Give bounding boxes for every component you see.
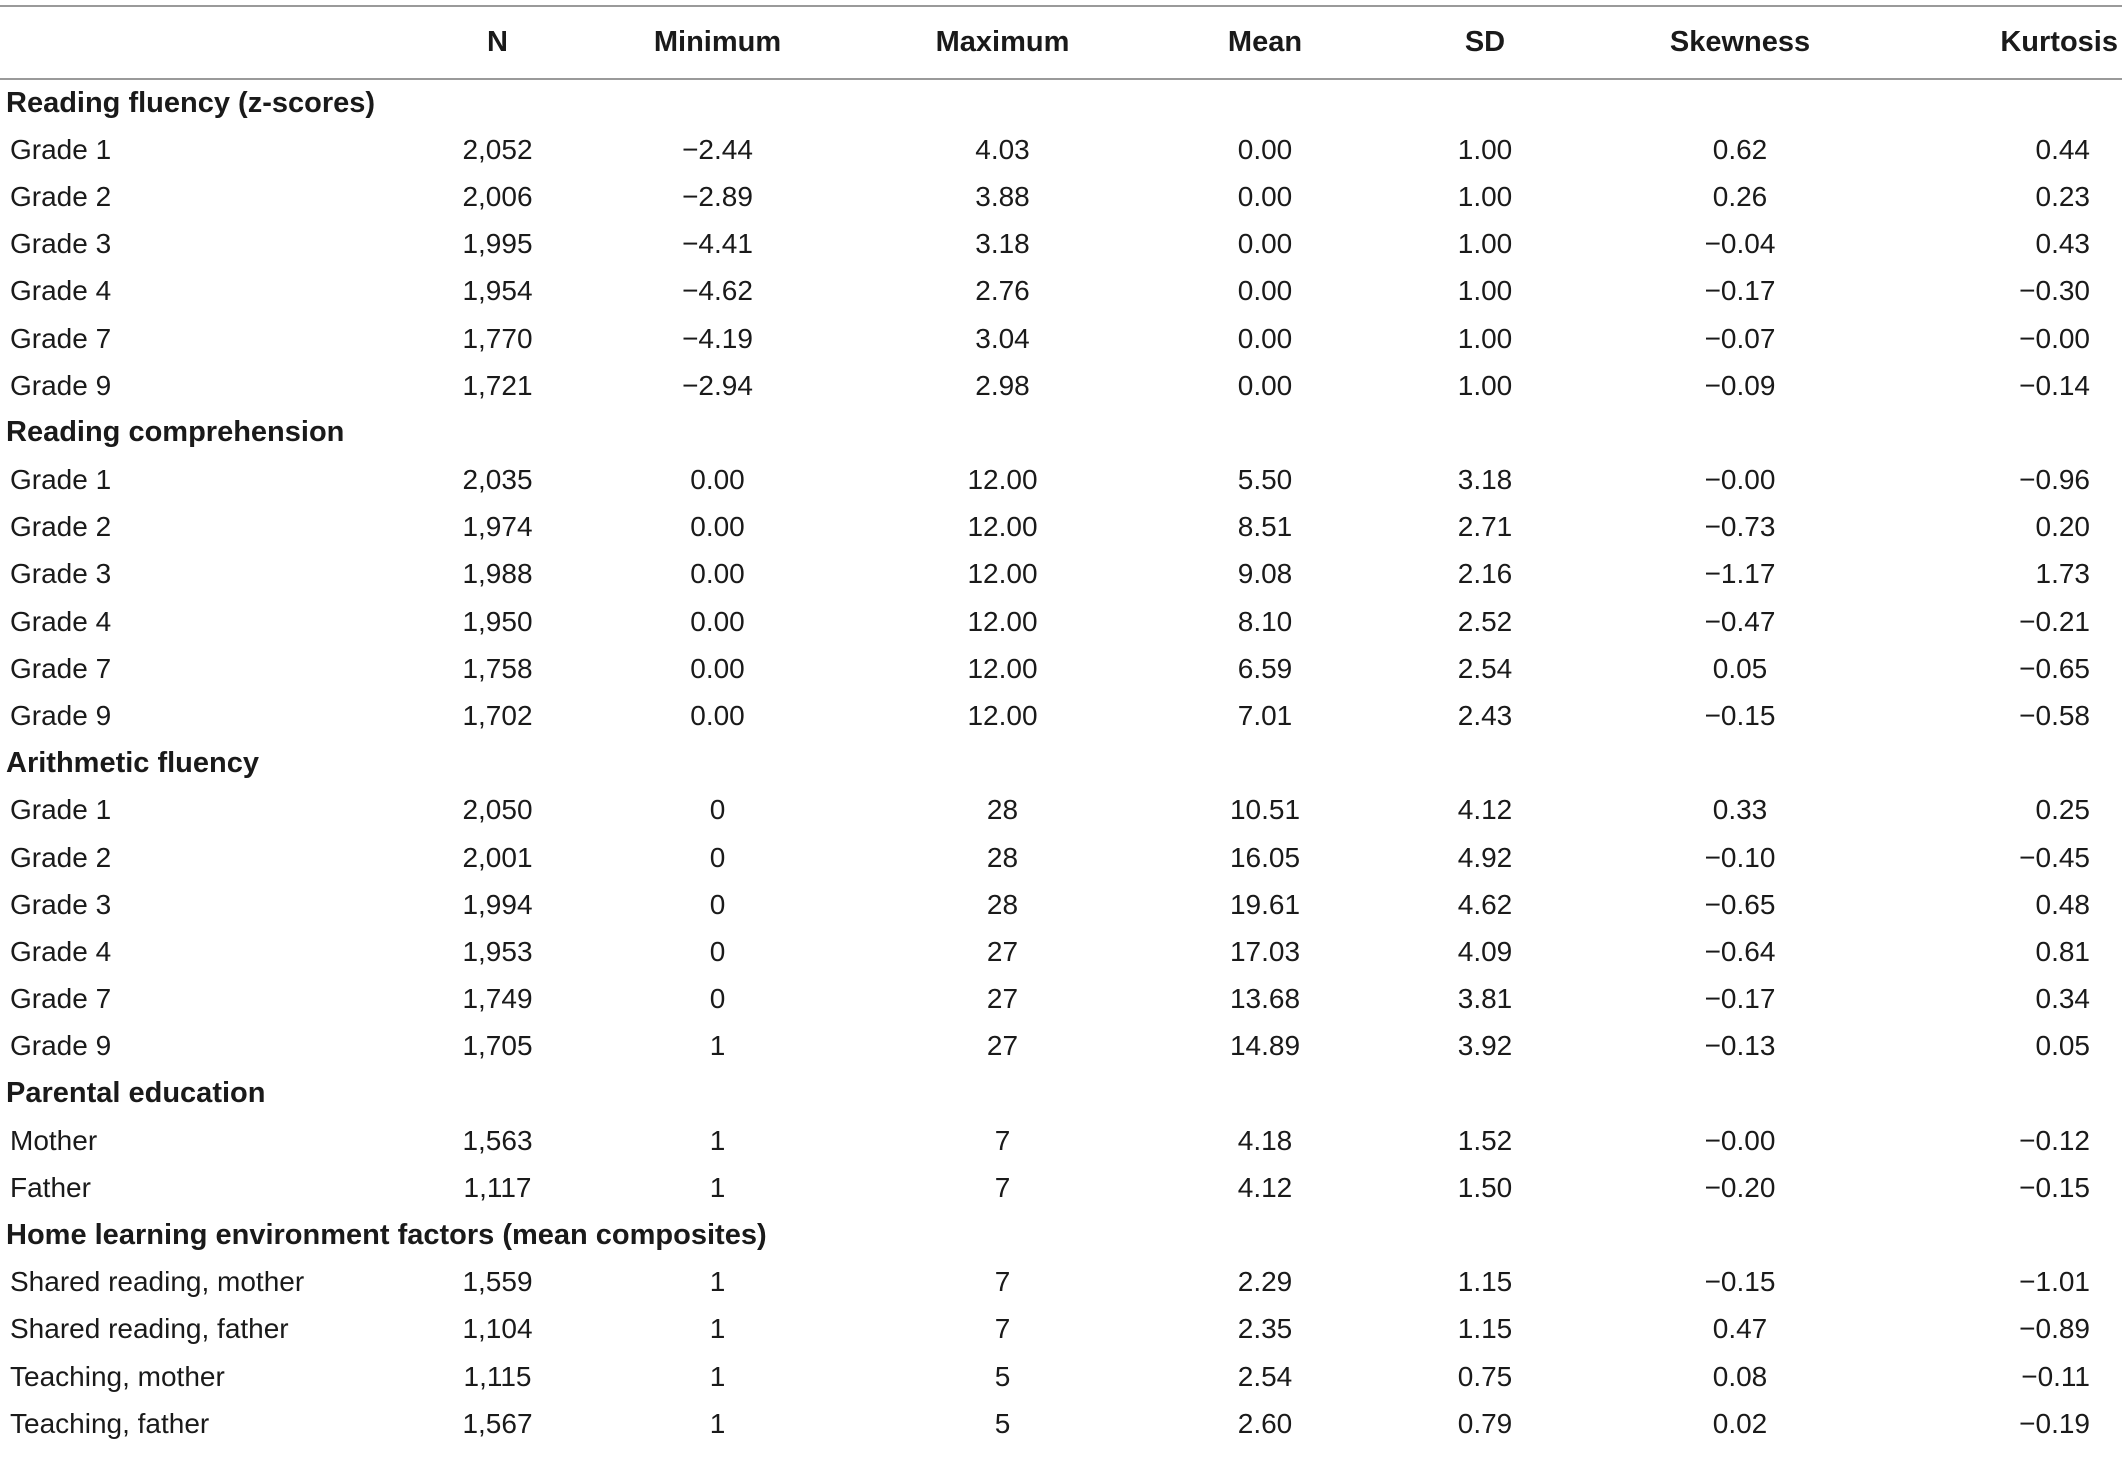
section-header-row xyxy=(0,740,2122,787)
cell-minimum: −4.19 xyxy=(682,322,753,354)
cell-mean: 4.18 xyxy=(1237,1124,1293,1156)
row-label: Teaching, father xyxy=(10,1407,210,1439)
cell-kurtosis: 0.23 xyxy=(2035,180,2090,212)
cell-minimum: 1 xyxy=(709,1313,726,1345)
cell-mean: 2.60 xyxy=(1237,1407,1293,1439)
cell-minimum: −4.62 xyxy=(682,275,753,307)
row-label: Shared reading, father xyxy=(10,1313,289,1345)
section-header-row xyxy=(0,79,2122,126)
cell-skewness: −0.09 xyxy=(1704,369,1776,401)
section-title: Reading fluency (z-scores) xyxy=(6,86,376,119)
cell-n: 1,559 xyxy=(462,1266,533,1298)
row-label: Grade 3 xyxy=(10,228,112,260)
cell-skewness: −0.64 xyxy=(1704,935,1776,967)
row-label: Grade 9 xyxy=(10,369,112,401)
cell-minimum: −4.41 xyxy=(682,228,753,260)
cell-kurtosis: 0.48 xyxy=(2035,888,2090,920)
cell-kurtosis: 1.73 xyxy=(2035,558,2090,590)
cell-skewness: −0.20 xyxy=(1704,1171,1776,1203)
row-label: Grade 3 xyxy=(10,558,112,590)
cell-mean: 2.29 xyxy=(1237,1266,1293,1298)
table-row xyxy=(0,268,2122,315)
cell-mean: 0.00 xyxy=(1237,228,1293,260)
cell-sd: 4.92 xyxy=(1457,841,1513,873)
cell-sd: 1.50 xyxy=(1457,1171,1513,1203)
cell-skewness: 0.26 xyxy=(1712,180,1768,212)
cell-kurtosis: −0.45 xyxy=(2019,841,2090,873)
cell-n: 2,035 xyxy=(462,464,533,496)
table-row xyxy=(0,1400,2122,1447)
cell-minimum: −2.89 xyxy=(682,180,753,212)
cell-skewness: 0.02 xyxy=(1712,1407,1768,1439)
row-label: Teaching, mother xyxy=(10,1360,225,1392)
cell-kurtosis: 0.44 xyxy=(2035,133,2090,165)
cell-kurtosis: 0.20 xyxy=(2035,511,2090,543)
cell-n: 1,749 xyxy=(462,983,533,1015)
table-row xyxy=(0,881,2122,928)
cell-sd: 4.62 xyxy=(1457,888,1513,920)
cell-n: 1,104 xyxy=(462,1313,533,1345)
cell-maximum: 12.00 xyxy=(967,652,1038,684)
section-header-row xyxy=(0,1212,2122,1259)
cell-n: 1,705 xyxy=(462,1030,533,1062)
cell-mean: 14.89 xyxy=(1229,1030,1301,1062)
cell-sd: 2.52 xyxy=(1457,605,1513,637)
table-body xyxy=(0,79,2122,1447)
table-row xyxy=(0,126,2122,173)
cell-minimum: −2.44 xyxy=(682,133,753,165)
cell-skewness: −1.17 xyxy=(1704,558,1776,590)
cell-sd: 3.92 xyxy=(1457,1030,1513,1062)
cell-maximum: 7 xyxy=(994,1266,1011,1298)
cell-mean: 6.59 xyxy=(1237,652,1293,684)
cell-skewness: −0.10 xyxy=(1704,841,1776,873)
cell-kurtosis: −0.19 xyxy=(2019,1407,2090,1439)
cell-kurtosis: −0.12 xyxy=(2019,1124,2090,1156)
cell-sd: 0.79 xyxy=(1457,1407,1513,1439)
cell-maximum: 3.18 xyxy=(975,228,1030,260)
cell-maximum: 27 xyxy=(986,983,1019,1015)
cell-sd: 0.75 xyxy=(1457,1360,1513,1392)
cell-sd: 2.16 xyxy=(1457,558,1513,590)
cell-skewness: −0.15 xyxy=(1704,700,1776,732)
table-row xyxy=(0,362,2122,409)
cell-sd: 4.12 xyxy=(1457,794,1513,826)
row-label: Grade 1 xyxy=(10,464,112,496)
row-label: Grade 1 xyxy=(10,794,112,826)
cell-maximum: 12.00 xyxy=(967,605,1038,637)
cell-kurtosis: −0.65 xyxy=(2019,652,2090,684)
cell-minimum: 1 xyxy=(709,1030,726,1062)
cell-minimum: 0.00 xyxy=(690,558,745,590)
row-label: Grade 7 xyxy=(10,652,112,684)
cell-n: 1,995 xyxy=(462,228,533,260)
cell-mean: 16.05 xyxy=(1229,841,1301,873)
table-row xyxy=(0,551,2122,598)
cell-maximum: 12.00 xyxy=(967,511,1038,543)
cell-maximum: 27 xyxy=(986,935,1019,967)
descriptive-statistics-table xyxy=(0,5,2122,1447)
cell-n: 1,117 xyxy=(463,1171,532,1203)
cell-skewness: 0.05 xyxy=(1712,652,1768,684)
header-maximum: Maximum xyxy=(860,6,1145,79)
cell-sd: 2.54 xyxy=(1457,652,1513,684)
cell-minimum: 0 xyxy=(709,983,726,1015)
cell-mean: 19.61 xyxy=(1229,888,1301,920)
cell-skewness: −0.13 xyxy=(1704,1030,1776,1062)
section-title: Home learning environment factors (mean composites) xyxy=(6,1218,767,1251)
row-label: Grade 3 xyxy=(10,888,112,920)
table-row xyxy=(0,598,2122,645)
cell-sd: 1.00 xyxy=(1457,133,1513,165)
cell-n: 1,950 xyxy=(462,605,533,637)
cell-minimum: 0.00 xyxy=(690,511,745,543)
cell-kurtosis: 0.25 xyxy=(2035,794,2090,826)
table-row xyxy=(0,173,2122,220)
cell-kurtosis: 0.34 xyxy=(2035,983,2090,1015)
section-header-row xyxy=(0,409,2122,456)
header-sd: SD xyxy=(1385,6,1585,79)
table-row xyxy=(0,1259,2122,1306)
cell-sd: 1.00 xyxy=(1457,369,1513,401)
cell-skewness: −0.73 xyxy=(1704,511,1776,543)
section-title: Parental education xyxy=(6,1077,266,1110)
cell-minimum: 1 xyxy=(709,1407,726,1439)
cell-mean: 17.03 xyxy=(1229,935,1301,967)
cell-mean: 9.08 xyxy=(1237,558,1293,590)
cell-mean: 0.00 xyxy=(1237,180,1293,212)
cell-n: 1,770 xyxy=(462,322,533,354)
table-row xyxy=(0,315,2122,362)
table-row xyxy=(0,787,2122,834)
cell-maximum: 12.00 xyxy=(967,700,1038,732)
cell-maximum: 12.00 xyxy=(967,558,1038,590)
cell-kurtosis: −0.11 xyxy=(2021,1360,2090,1392)
cell-skewness: −0.04 xyxy=(1704,228,1776,260)
cell-maximum: 28 xyxy=(986,888,1019,920)
row-label: Grade 7 xyxy=(10,983,112,1015)
cell-maximum: 5 xyxy=(994,1407,1011,1439)
cell-n: 1,758 xyxy=(462,652,533,684)
cell-n: 1,115 xyxy=(463,1360,532,1392)
table-row xyxy=(0,457,2122,504)
table-header xyxy=(0,6,2122,79)
cell-minimum: 0.00 xyxy=(690,700,745,732)
cell-n: 2,001 xyxy=(462,841,533,873)
cell-maximum: 28 xyxy=(986,841,1019,873)
cell-kurtosis: −0.00 xyxy=(2019,322,2090,354)
header-skewness: Skewness xyxy=(1585,6,1895,79)
cell-n: 1,974 xyxy=(462,511,533,543)
table-row xyxy=(0,645,2122,692)
cell-skewness: −0.00 xyxy=(1704,464,1776,496)
cell-sd: 1.15 xyxy=(1457,1313,1513,1345)
header-kurtosis: Kurtosis xyxy=(1895,6,2122,79)
cell-n: 1,994 xyxy=(462,888,533,920)
cell-skewness: 0.47 xyxy=(1712,1313,1768,1345)
cell-skewness: −0.15 xyxy=(1704,1266,1776,1298)
section-header-row xyxy=(0,1070,2122,1117)
cell-mean: 0.00 xyxy=(1237,133,1293,165)
cell-n: 2,052 xyxy=(462,133,533,165)
cell-kurtosis: −0.21 xyxy=(2019,605,2090,637)
cell-minimum: −2.94 xyxy=(682,369,753,401)
header-mean: Mean xyxy=(1145,6,1385,79)
cell-kurtosis: −0.15 xyxy=(2019,1171,2090,1203)
row-label: Grade 7 xyxy=(10,322,112,354)
cell-mean: 4.12 xyxy=(1237,1171,1293,1203)
cell-mean: 5.50 xyxy=(1237,464,1293,496)
section-title: Reading comprehension xyxy=(6,416,345,449)
cell-sd: 3.81 xyxy=(1457,983,1513,1015)
cell-sd: 2.43 xyxy=(1457,700,1513,732)
cell-maximum: 4.03 xyxy=(975,133,1030,165)
cell-kurtosis: −0.58 xyxy=(2019,700,2090,732)
header-label xyxy=(0,6,420,79)
cell-kurtosis: 0.43 xyxy=(2035,228,2090,260)
cell-skewness: 0.08 xyxy=(1712,1360,1768,1392)
cell-kurtosis: 0.05 xyxy=(2035,1030,2090,1062)
cell-minimum: 0.00 xyxy=(690,464,745,496)
cell-n: 1,988 xyxy=(462,558,533,590)
row-label: Grade 1 xyxy=(10,133,112,165)
cell-mean: 10.51 xyxy=(1229,794,1301,826)
cell-n: 1,953 xyxy=(462,935,533,967)
cell-skewness: −0.47 xyxy=(1704,605,1776,637)
cell-minimum: 0 xyxy=(709,935,726,967)
header-row xyxy=(0,6,2122,79)
cell-mean: 13.68 xyxy=(1229,983,1301,1015)
table-row xyxy=(0,504,2122,551)
table-row xyxy=(0,1023,2122,1070)
cell-maximum: 3.88 xyxy=(975,180,1030,212)
cell-n: 2,006 xyxy=(462,180,533,212)
table-row xyxy=(0,221,2122,268)
cell-maximum: 12.00 xyxy=(967,464,1038,496)
cell-minimum: 1 xyxy=(709,1171,726,1203)
cell-sd: 2.71 xyxy=(1457,511,1513,543)
cell-skewness: −0.17 xyxy=(1704,275,1776,307)
row-label: Father xyxy=(10,1171,91,1203)
row-label: Grade 2 xyxy=(10,841,112,873)
cell-kurtosis: −0.30 xyxy=(2019,275,2090,307)
row-label: Shared reading, mother xyxy=(10,1266,305,1298)
cell-minimum: 0.00 xyxy=(690,652,745,684)
row-label: Grade 4 xyxy=(10,605,112,637)
cell-n: 1,721 xyxy=(462,369,533,401)
row-label: Grade 2 xyxy=(10,511,112,543)
cell-kurtosis: −0.89 xyxy=(2019,1313,2090,1345)
cell-sd: 1.00 xyxy=(1457,322,1513,354)
cell-skewness: −0.07 xyxy=(1704,322,1776,354)
cell-maximum: 7 xyxy=(994,1171,1011,1203)
table-row xyxy=(0,928,2122,975)
cell-mean: 8.10 xyxy=(1237,605,1293,637)
cell-sd: 1.00 xyxy=(1457,275,1513,307)
cell-n: 1,563 xyxy=(462,1124,533,1156)
section-title: Arithmetic fluency xyxy=(6,746,259,779)
row-label: Grade 4 xyxy=(10,935,112,967)
row-label: Grade 2 xyxy=(10,180,112,212)
cell-mean: 2.35 xyxy=(1237,1313,1293,1345)
cell-maximum: 7 xyxy=(994,1313,1011,1345)
cell-sd: 1.15 xyxy=(1457,1266,1513,1298)
cell-skewness: −0.65 xyxy=(1704,888,1776,920)
cell-skewness: −0.00 xyxy=(1704,1124,1776,1156)
cell-kurtosis: 0.81 xyxy=(2035,935,2090,967)
cell-minimum: 0 xyxy=(709,888,726,920)
cell-skewness: 0.62 xyxy=(1712,133,1768,165)
cell-minimum: 1 xyxy=(709,1360,726,1392)
table-row xyxy=(0,1164,2122,1211)
cell-sd: 1.00 xyxy=(1457,180,1513,212)
cell-minimum: 0 xyxy=(709,841,726,873)
table-row xyxy=(0,692,2122,739)
cell-n: 1,567 xyxy=(462,1407,533,1439)
cell-minimum: 0 xyxy=(709,794,726,826)
cell-mean: 2.54 xyxy=(1237,1360,1293,1392)
cell-maximum: 28 xyxy=(986,794,1019,826)
table-row xyxy=(0,976,2122,1023)
cell-sd: 4.09 xyxy=(1457,935,1513,967)
cell-mean: 7.01 xyxy=(1237,700,1293,732)
cell-maximum: 3.04 xyxy=(975,322,1030,354)
table-row xyxy=(0,834,2122,881)
cell-kurtosis: −0.96 xyxy=(2019,464,2090,496)
cell-maximum: 2.76 xyxy=(975,275,1030,307)
cell-skewness: 0.33 xyxy=(1712,794,1768,826)
cell-minimum: 1 xyxy=(709,1266,726,1298)
row-label: Grade 9 xyxy=(10,1030,112,1062)
cell-mean: 0.00 xyxy=(1237,322,1293,354)
cell-n: 1,702 xyxy=(462,700,533,732)
cell-maximum: 5 xyxy=(994,1360,1011,1392)
cell-kurtosis: −1.01 xyxy=(2019,1266,2090,1298)
cell-maximum: 27 xyxy=(986,1030,1019,1062)
cell-maximum: 2.98 xyxy=(975,369,1030,401)
cell-mean: 0.00 xyxy=(1237,275,1293,307)
row-label: Grade 9 xyxy=(10,700,112,732)
table-row xyxy=(0,1353,2122,1400)
cell-n: 1,954 xyxy=(462,275,533,307)
cell-sd: 1.52 xyxy=(1457,1124,1513,1156)
cell-minimum: 1 xyxy=(709,1124,726,1156)
table-row xyxy=(0,1306,2122,1353)
cell-sd: 3.18 xyxy=(1457,464,1513,496)
cell-mean: 8.51 xyxy=(1237,511,1293,543)
row-label: Grade 4 xyxy=(10,275,112,307)
cell-skewness: −0.17 xyxy=(1704,983,1776,1015)
cell-maximum: 7 xyxy=(994,1124,1011,1156)
header-n: N xyxy=(420,6,575,79)
cell-mean: 0.00 xyxy=(1237,369,1293,401)
table-row xyxy=(0,1117,2122,1164)
row-label: Mother xyxy=(10,1124,98,1156)
header-minimum: Minimum xyxy=(575,6,860,79)
cell-sd: 1.00 xyxy=(1457,228,1513,260)
cell-kurtosis: −0.14 xyxy=(2019,369,2090,401)
cell-n: 2,050 xyxy=(462,794,533,826)
cell-minimum: 0.00 xyxy=(690,605,745,637)
